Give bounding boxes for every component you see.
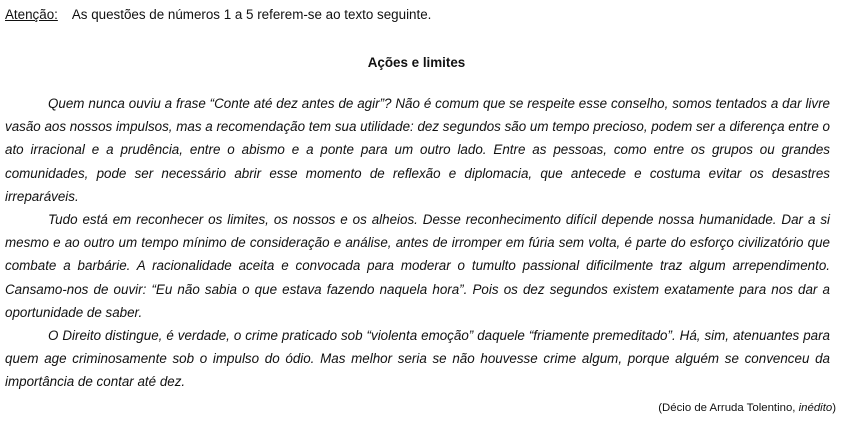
article-paragraph-1: Quem nunca ouviu a frase “Conte até dez antes de agir”? Não é comum que se respeite esse conselho, somos tentados a dar livre vasão aos nossos impulsos, mas a recomendação tem sua utilidade: dez segundos são um tempo precioso, podem ser a diferença entre o ato irracional e a prudência, entre o abismo e a ponte para um outro lado. Entre as pessoas, como entre os grupos ou grandes comunidades, pode ser necessário abrir esse momento de reflexão e diplomacia, que antecede e costuma evitar os desastres irreparáveis. xyxy=(5,96,830,204)
article-source xyxy=(658,402,836,414)
attention-text: As questões de números 1 a 5 referem-se ao texto seguinte. xyxy=(71,7,432,22)
article-body xyxy=(5,92,830,394)
source-close: ) xyxy=(832,402,836,414)
source-author: (Décio de Arruda Tolentino, xyxy=(658,402,796,414)
article-paragraph-2: Tudo está em reconhecer os limites, os nossos e os alheios. Desse reconhecimento difícil depende nossa humanidade. Dar a si mesmo e ao outro um tempo mínimo de consideração e análise, antes de irromper em fúria sem volta, é parte do esforço civilizatório que combate a barbárie. A racionalidade aceita e convocada para moderar o tumulto passional dificilmente traz algum arrependimento. Cansamo-nos de ouvir: “Eu não sabia o que estava fazendo naquela hora”. Pois os dez segundos existem exatamente para nos dar a oportunidade de saber. xyxy=(5,212,830,320)
article-title: Ações e limites xyxy=(367,55,466,70)
source-work: inédito xyxy=(798,402,833,414)
article-paragraph-3: O Direito distingue, é verdade, o crime praticado sob “violenta emoção” daquele “friamente premeditado”. Há, sim, atenuantes para quem age criminosamente sob o impulso do ódio. Mas melhor seria se não houvesse crime algum, porque alguém se convenceu da importância de contar até dez. xyxy=(5,328,830,390)
attention-notice xyxy=(5,7,431,22)
attention-label: Atenção: xyxy=(5,7,58,22)
